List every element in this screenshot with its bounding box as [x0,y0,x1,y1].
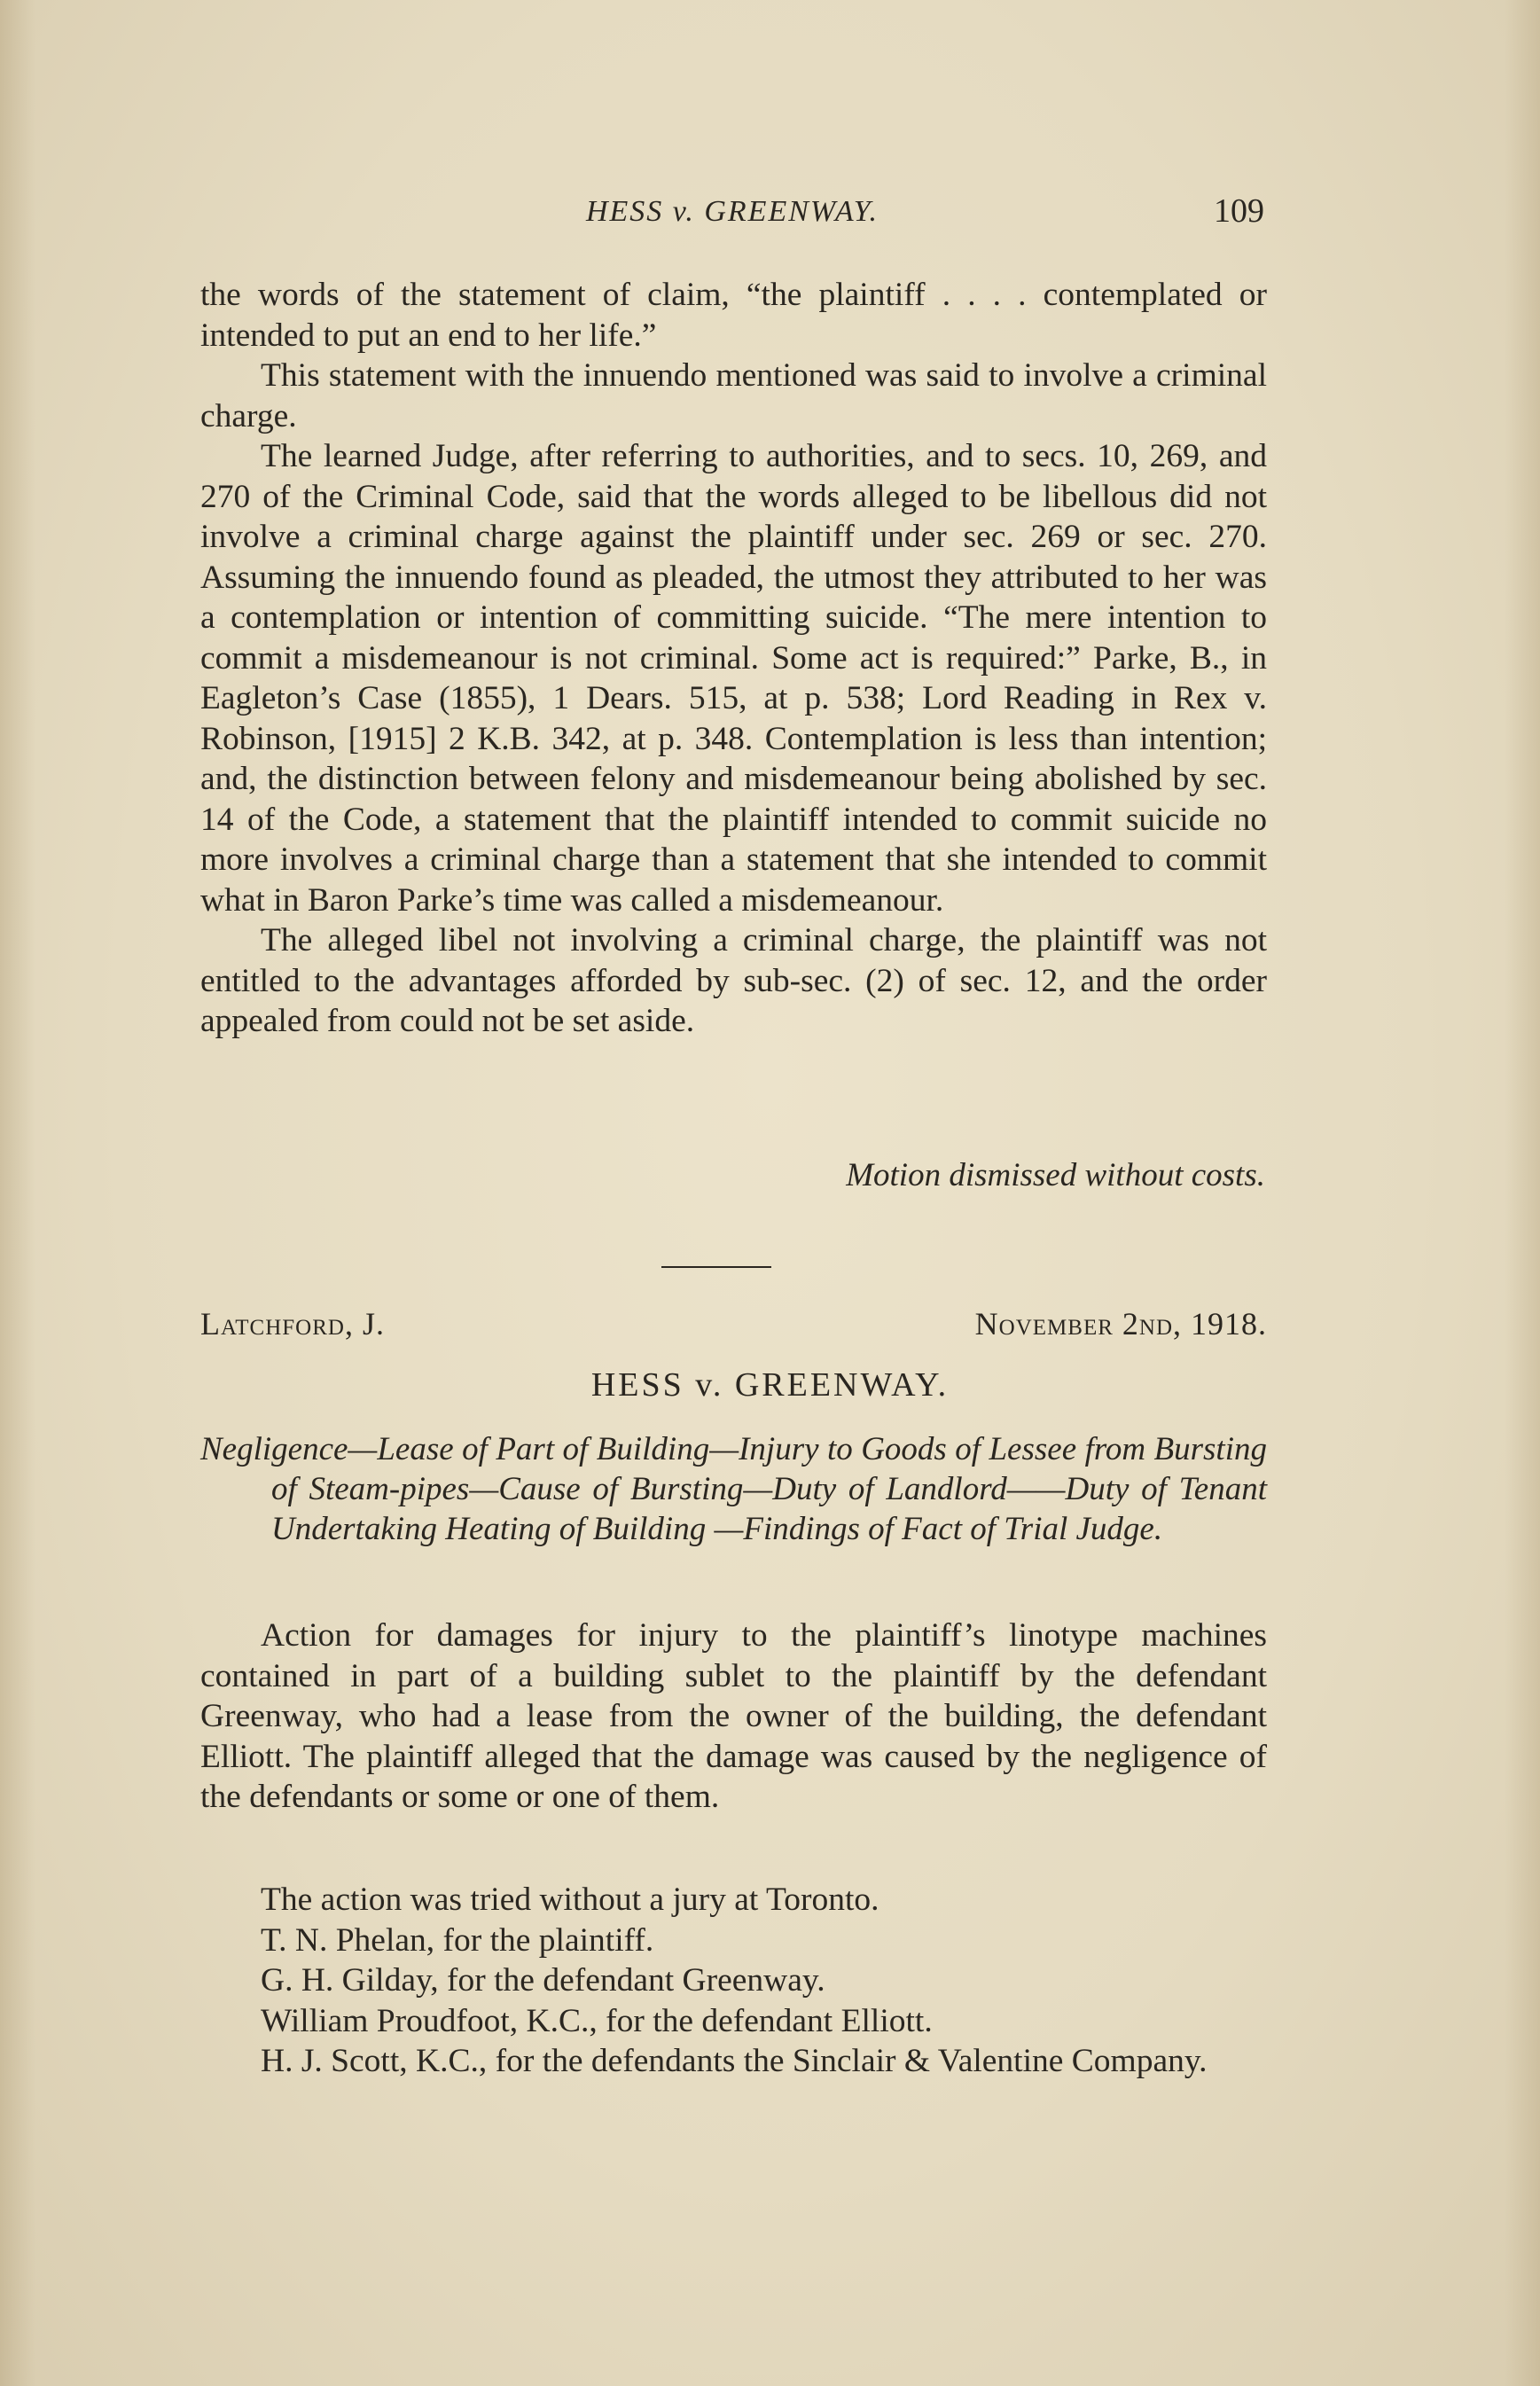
counsel-line: The action was tried without a jury at Toronto. [261,1881,879,1918]
case-title: HESS v. GREENWAY. [590,1366,950,1404]
disposition: Motion dismissed without costs. [846,1157,1265,1193]
headnote: Negligence—Lease of Part of Building—Injury to Goods of Lessee from Bursting of Steam-pipes—Cause of Bursting—Duty of Landlord——Duty of Tenant Undertaking Heating of Building —Findings of Fact of Trial Judge. [200,1431,1267,1547]
counsel-line: William Proudfoot, K.C., for the defendant Elliott. [261,2002,933,2039]
page-header [200,188,1264,241]
paragraph-continuation: the words of the statement of claim, “the plaintiff . . . . contemplated or intended to put an end to her life.” [200,277,1267,354]
counsel-line: G. H. Gilday, for the defendant Greenway. [261,1962,825,1999]
counsel-list [200,1880,1267,2082]
paragraph: The alleged libel not involving a criminal charge, the plaintiff was not entitled to the advantages afforded by sub-sec. (2) of sec. 12, and the order appealed from could not be set aside. [200,922,1267,1039]
case-summary [200,1615,1267,1818]
paragraph: The learned Judge, after referring to authorities, and to secs. 10, 269, and 270 of the Criminal Code, said that the words alleged to be libellous did not involve a criminal charge against the plaintiff under sec. 269 or sec. 270. Assuming the innuendo found as pleaded, the utmost they attributed to her was a contemplation or intention of committing suicide. “The mere intention to commit a misdemeanour is not criminal. Some act is required:” Parke, B., in Eagleton’s Case (1855), 1 Dears. 515, at p. 538; Lord Reading in Rex v. Robinson, [1915] 2 K.B. 342, at p. 348. Contemplation is less than intention; and, the distinction between felony and misdemeanour being abolished by sec. 14 of the Code, a statement that the plaintiff intended to commit suicide no more involves a criminal charge than a statement that she intended to commit what in Baron Parke’s time was called a misdemeanour. [200,438,1267,919]
paragraph: This statement with the innuendo mentioned was said to involve a criminal charge. [200,357,1267,434]
counsel-line: T. N. Phelan, for the plaintiff. [261,1921,654,1959]
page-shadow-left [0,0,35,2386]
running-head: HESS v. GREENWAY. [585,195,879,228]
judge-name: Latchford, J. [200,1306,385,1342]
action-paragraph: Action for damages for injury to the plaintiff’s linotype machines contained in part of a building sublet to the plaintiff by the defendant Greenway, who had a lease from the owner of the building, the defendant Elliott. The plaintiff alleged that the damage was caused by the negligence of the defendants or some or one of them. [200,1617,1267,1815]
page-shadow-right [1505,0,1540,2386]
opinion-text [200,275,1267,1042]
page-number: 109 [1214,192,1264,230]
byline [200,1305,1267,1349]
decision-date: November 2nd, 1918. [974,1306,1267,1342]
counsel-line: H. J. Scott, K.C., for the defendants the Sinclair & Valentine Company. [261,2043,1208,2079]
section-divider [661,1266,771,1268]
